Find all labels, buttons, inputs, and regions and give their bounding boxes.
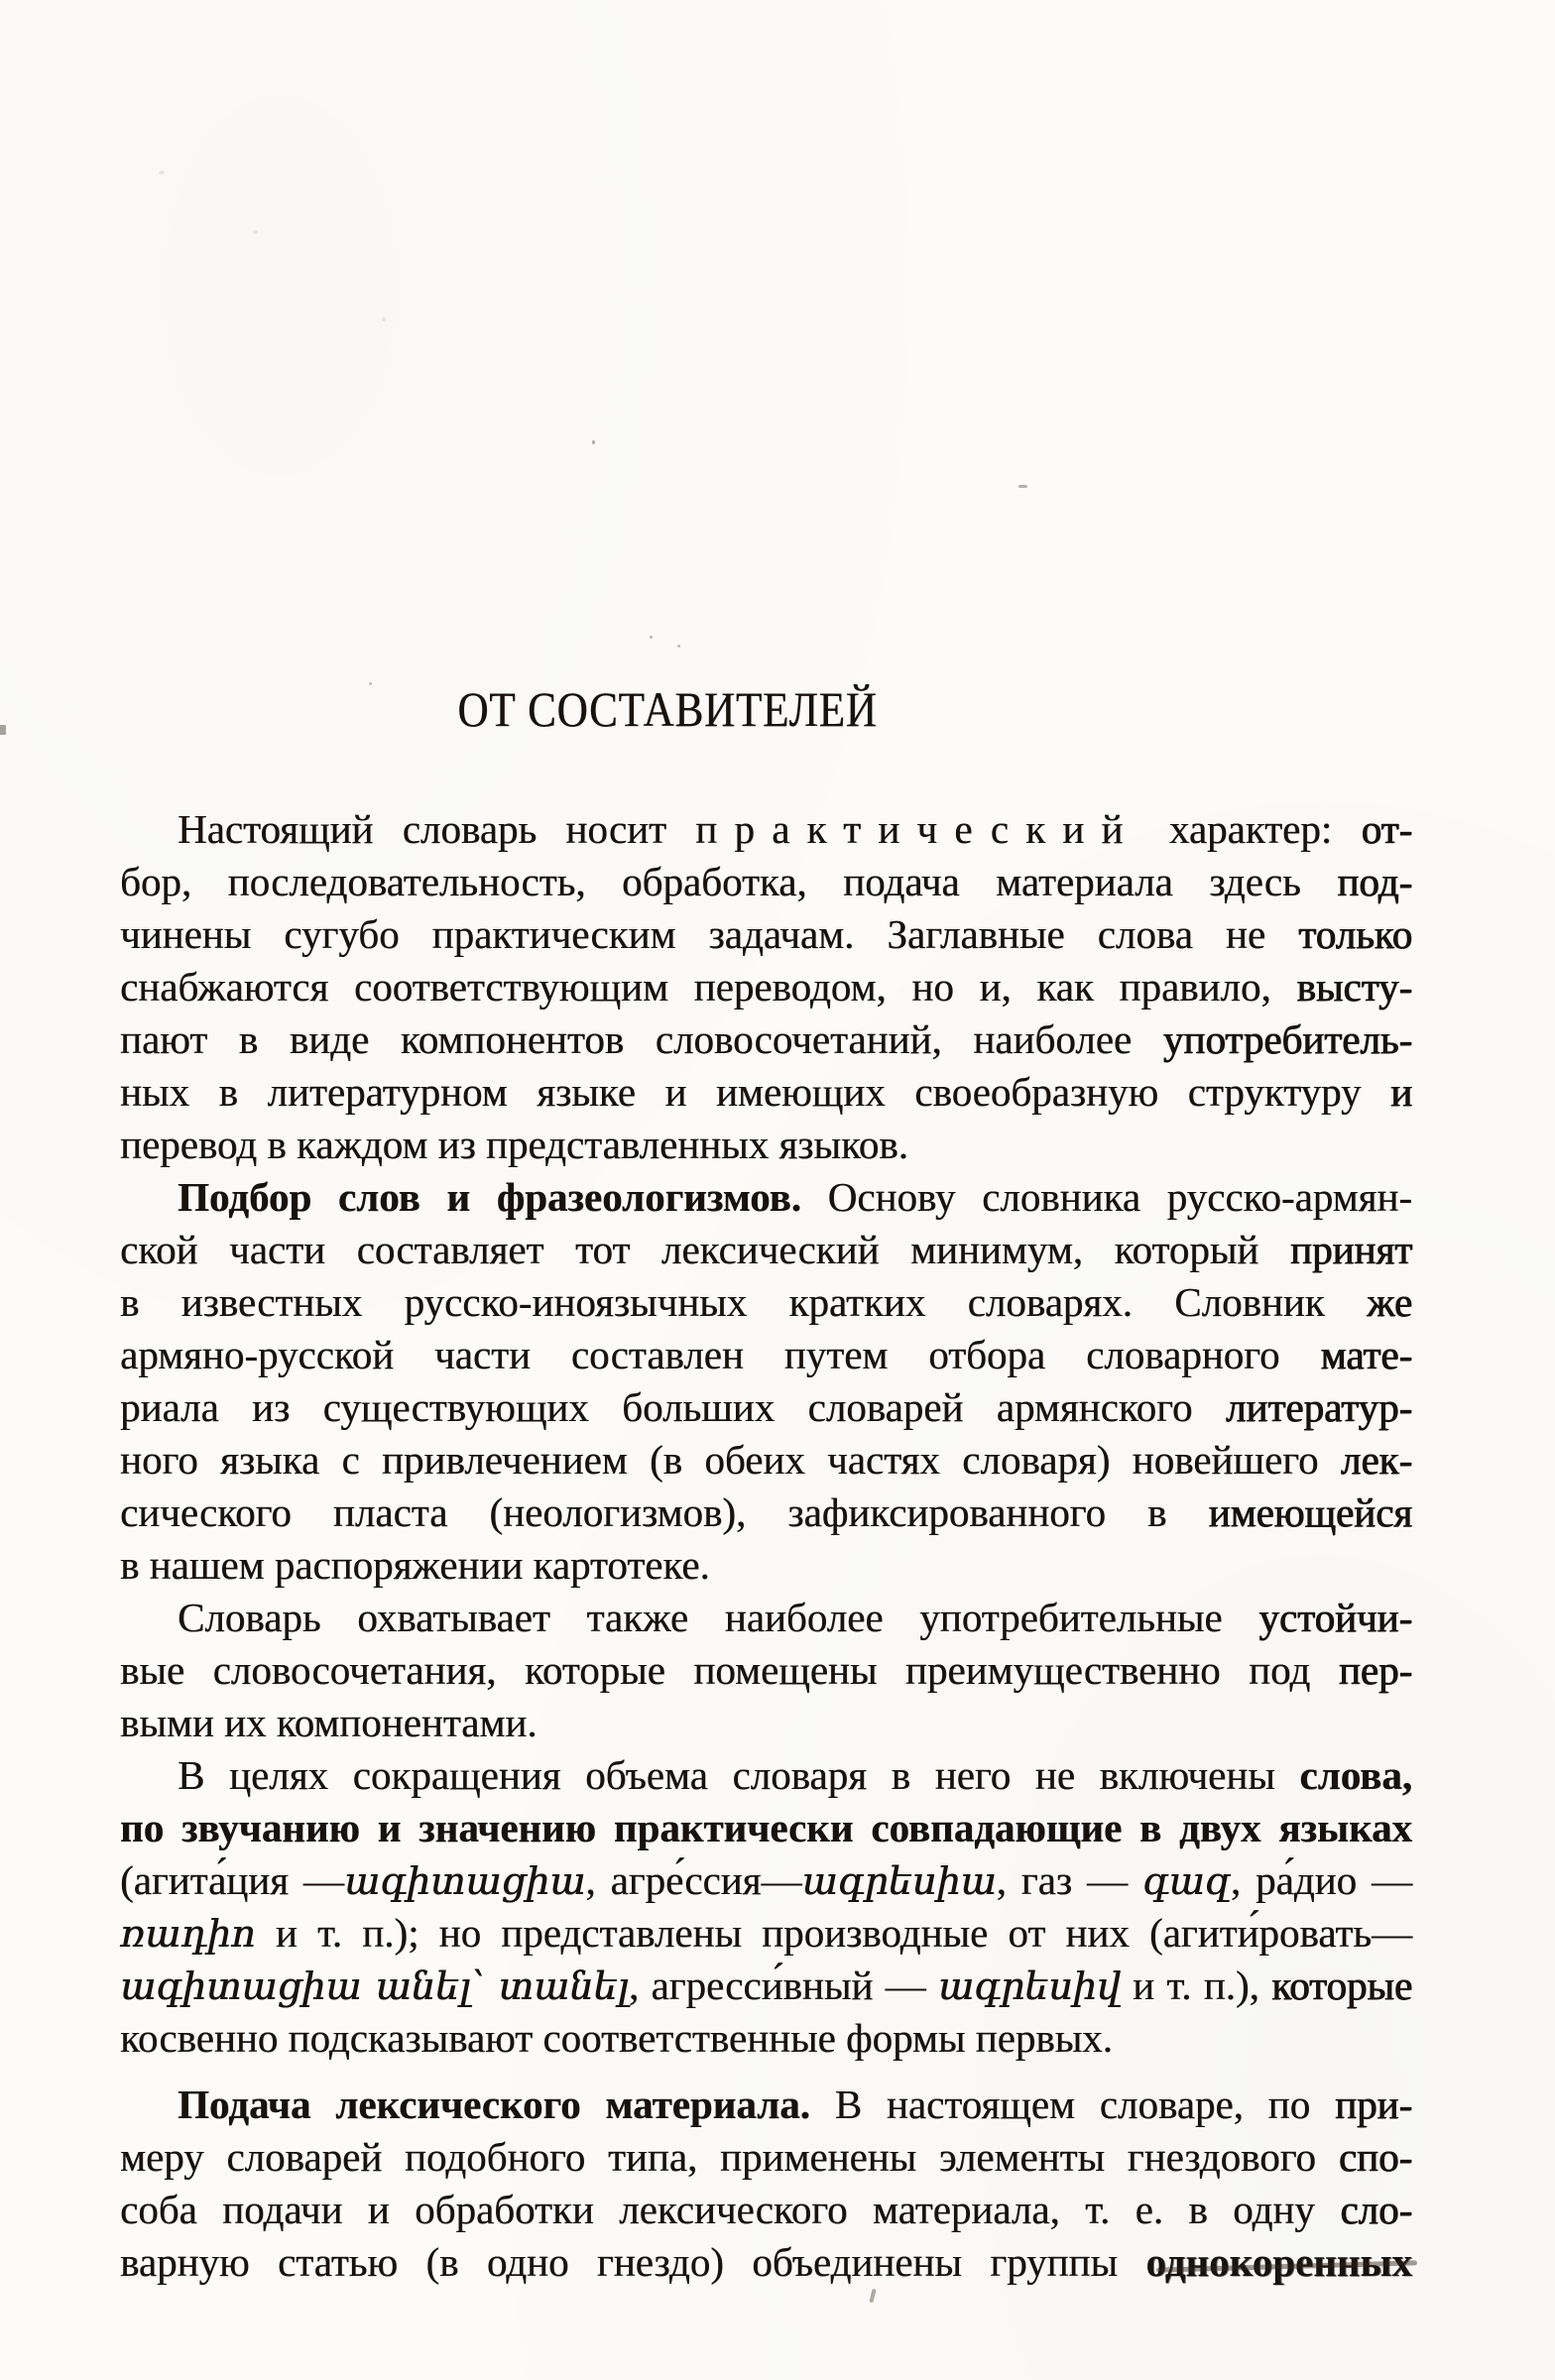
- scan-speck: [369, 682, 372, 685]
- text-segment: и т. п.); но представлены производные от них (агити́ровать—: [255, 1910, 1412, 1956]
- text-line: [120, 2236, 1412, 2289]
- scan-speck: [253, 230, 258, 234]
- paragraph: [120, 2079, 1412, 2289]
- text-line: [120, 1644, 1412, 1697]
- text-segment: , агресси́вный —: [628, 1963, 938, 2008]
- text-segment: же: [1367, 1279, 1412, 1325]
- text-line: [120, 1960, 1412, 2012]
- text-segment: пер-: [1338, 1647, 1412, 1693]
- text-segment: имеющейся: [1208, 1489, 1412, 1535]
- text-line: [120, 856, 1412, 908]
- text-line: [120, 908, 1412, 961]
- text-segment: (агита́ция —: [120, 1857, 344, 1903]
- text-segment: ской части составляет тот лексический минимум, который: [120, 1227, 1290, 1272]
- text-segment: соба подачи и обработки лексического материала, т. е. в одну: [120, 2187, 1341, 2232]
- text-segment: выми их компонентами.: [120, 1700, 538, 1745]
- text-segment: от-: [1361, 806, 1412, 852]
- paragraph: [120, 1171, 1412, 1592]
- text-segment: при-: [1334, 2082, 1413, 2127]
- text-segment: Словарь охватывает также наиболее употребительные: [178, 1595, 1259, 1640]
- text-segment: сло-: [1340, 2187, 1412, 2232]
- text-segment: принят: [1289, 1227, 1412, 1272]
- text-segment: спо-: [1338, 2134, 1412, 2180]
- paragraph: [120, 1592, 1412, 1749]
- text-segment: и: [1390, 1069, 1412, 1115]
- text-line: [120, 1224, 1412, 1276]
- text-line: [120, 1066, 1412, 1119]
- text-line: [120, 803, 1412, 856]
- text-segment: Настоящий словарь носит: [178, 806, 696, 852]
- text-segment: вые словосочетания, которые помещены преимущественно под: [120, 1647, 1339, 1693]
- text-segment: Подбор слов и фразеологизмов.: [178, 1174, 828, 1220]
- text-segment: в известных русско-иноязычных кратких словарях. Словник: [120, 1279, 1367, 1325]
- text-segment: косвенно подсказывают соответственные формы первых.: [120, 2015, 1113, 2061]
- text-segment: риала из существующих больших словарей армянского: [120, 1384, 1226, 1430]
- text-line: [120, 1381, 1412, 1434]
- text-segment: Основу словника русско-армян-: [827, 1174, 1412, 1220]
- text-line: [120, 1697, 1412, 1749]
- text-line: [120, 2131, 1412, 2184]
- text-line: [120, 1802, 1412, 1854]
- text-segment: Подача лексического материала.: [178, 2082, 835, 2127]
- text-line: [120, 1119, 1412, 1171]
- text-line: [120, 1013, 1412, 1066]
- text-segment: пают в виде компонентов словосочетаний, наиболее: [120, 1016, 1163, 1062]
- text-segment: однокоренных: [1145, 2236, 1412, 2289]
- page-body: [120, 803, 1412, 2289]
- text-segment: бор, последовательность, обработка, подача материала здесь: [120, 859, 1338, 904]
- text-line: [120, 1276, 1412, 1329]
- text-segment: только: [1298, 911, 1412, 957]
- armenian-term: գազ: [1141, 1859, 1231, 1903]
- paragraph: [120, 1749, 1412, 2065]
- text-segment: практический: [695, 806, 1140, 852]
- text-line: [120, 2184, 1412, 2236]
- scan-speck: [382, 317, 386, 321]
- text-segment: по звучанию и значению практически совпадающие в двух языках: [120, 1805, 1412, 1850]
- text-segment: лек-: [1340, 1437, 1412, 1483]
- text-line: [120, 1329, 1412, 1381]
- text-segment: ного языка с привлечением (в обеих частях словаря) новейшего: [120, 1437, 1341, 1483]
- text-segment: характер:: [1139, 806, 1362, 852]
- scan-speck: [650, 636, 653, 639]
- text-line: [120, 1749, 1412, 1802]
- text-segment: устойчи-: [1258, 1595, 1412, 1640]
- text-segment: В целях сокращения объема словаря в него не включены: [178, 1752, 1300, 1798]
- scan-speck: [1018, 485, 1027, 488]
- text-segment: высту-: [1296, 964, 1412, 1010]
- text-segment: В настоящем словаре, по: [834, 2082, 1335, 2127]
- text-line: [120, 1434, 1412, 1487]
- text-segment: сического пласта (неологизмов), зафиксированного в: [120, 1489, 1209, 1535]
- text-line: [120, 1854, 1412, 1907]
- text-line: [120, 1171, 1412, 1224]
- armenian-term: ագրեսիա: [801, 1859, 997, 1903]
- scan-speck: [159, 171, 165, 175]
- text-line: [120, 961, 1412, 1013]
- scan-speck: [0, 725, 6, 735]
- text-segment: слова,: [1299, 1752, 1412, 1798]
- text-segment: перевод в каждом из представленных языков.: [120, 1122, 908, 1167]
- text-segment: армяно-русской части составлен путем отбора словарного: [120, 1332, 1321, 1377]
- text-segment: снабжаются соответствующим переводом, но и, как правило,: [120, 964, 1297, 1010]
- scan-speck: [592, 440, 595, 444]
- text-line: [120, 1907, 1412, 1960]
- text-segment: употребитель-: [1162, 1016, 1412, 1062]
- text-line: [120, 1539, 1412, 1592]
- text-line: [120, 1487, 1412, 1539]
- text-segment: мате-: [1320, 1332, 1412, 1377]
- text-segment: , ра́дио —: [1230, 1857, 1413, 1903]
- text-segment: и т. п.),: [1120, 1963, 1272, 2008]
- text-segment: , газ —: [996, 1857, 1142, 1903]
- text-segment: меру словарей подобного типа, применены элементы гнездового: [120, 2134, 1339, 2180]
- scan-speck: [869, 2289, 876, 2304]
- armenian-term: ռադիո: [120, 1912, 256, 1956]
- document-title: ОТ СОСТАВИТЕЛЕЙ: [457, 681, 878, 737]
- text-segment: литератур-: [1225, 1384, 1412, 1430]
- text-line: [120, 2079, 1412, 2131]
- text-segment: в нашем распоряжении картотеке.: [120, 1542, 710, 1588]
- text-segment: , агре́ссия—: [585, 1857, 802, 1903]
- text-segment: которые: [1271, 1963, 1412, 2008]
- text-segment: ных в литературном языке и имеющих своеобразную структуру: [120, 1069, 1391, 1115]
- armenian-term: ագիտացիա: [343, 1859, 586, 1903]
- text-line: [120, 2012, 1412, 2065]
- text-segment: под-: [1337, 859, 1412, 904]
- text-segment: чинены сугубо практическим задачам. Заглавные слова не: [120, 911, 1299, 957]
- scan-speck: [677, 645, 680, 648]
- armenian-term: ագրեսիվ: [937, 1964, 1121, 2008]
- paragraph: [120, 803, 1412, 1171]
- text-segment: варную статью (в одно гнездо) объединены группы: [120, 2239, 1146, 2285]
- text-line: [120, 1592, 1412, 1644]
- armenian-term: ագիտացիա անել՝ տանել: [120, 1964, 629, 2008]
